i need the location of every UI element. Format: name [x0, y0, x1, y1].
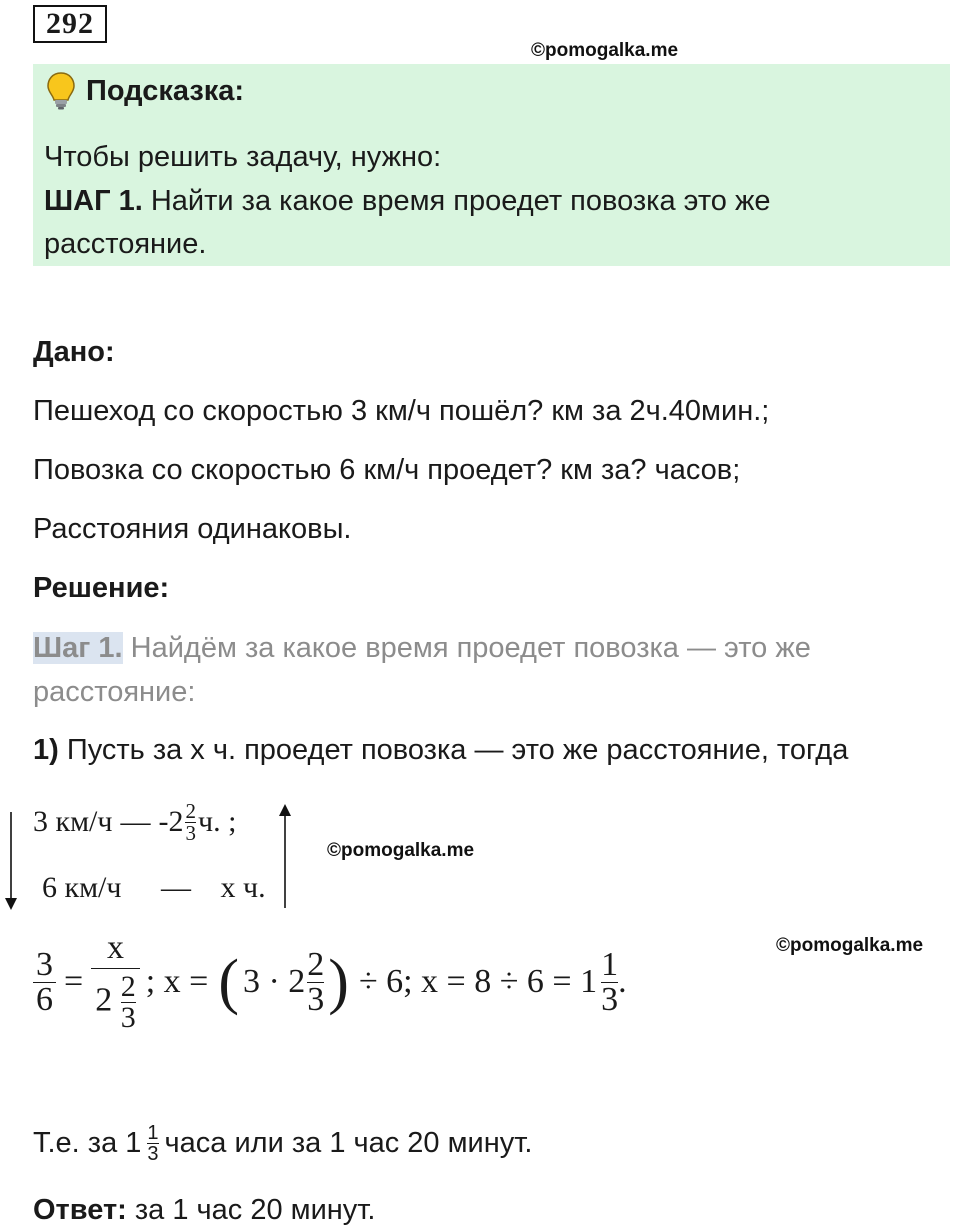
- separator: ; x =: [145, 963, 209, 1000]
- solution-heading: Решение:: [33, 572, 170, 604]
- proportion-row-1: [33, 792, 236, 852]
- answer-label: Ответ:: [33, 1194, 127, 1226]
- watermark: ©pomogalka.me: [776, 935, 924, 956]
- hint-step-label: ШАГ 1.: [44, 185, 143, 217]
- item-text: Пусть за х ч. проедет повозка — это же расстояние, тогда: [66, 734, 849, 766]
- result-frac-num: 1: [601, 945, 619, 983]
- row2-speed: 6 км/ч: [42, 871, 122, 904]
- lightbulb-icon: [45, 71, 77, 111]
- f2-den-num: 2: [120, 970, 136, 1003]
- multiplication: 3 · 2: [242, 963, 306, 1000]
- given-heading: Дано:: [33, 336, 115, 368]
- mult-fraction: [307, 945, 325, 1018]
- f1-num: 3: [36, 945, 53, 983]
- conclusion-suffix: часа или за 1 час 20 минут.: [164, 1127, 533, 1159]
- conclusion-fraction: [147, 1123, 158, 1164]
- result-fraction: [601, 945, 619, 1018]
- conclusion-frac-num: 1: [147, 1121, 159, 1144]
- right-paren: ): [328, 948, 349, 1016]
- item-number: 1): [33, 734, 59, 766]
- equation-fraction-1: [33, 945, 56, 1018]
- row1-fraction: [185, 798, 196, 845]
- solution-step-text: Найдём за какое время проедет повозка — это же: [130, 632, 811, 664]
- result-frac-den: 3: [601, 980, 619, 1018]
- conclusion-frac-den: 3: [147, 1142, 159, 1165]
- proportion-row-2: [42, 870, 266, 906]
- conclusion-prefix: Т.е. за 1: [33, 1127, 142, 1159]
- conclusion-line: [33, 1112, 532, 1174]
- given-line-2: Повозка со скоростью 6 км/ч проедет? км за? часов;: [33, 454, 741, 486]
- row1-frac-den: 3: [185, 820, 196, 845]
- f1-den: 6: [33, 982, 56, 1017]
- row1-frac-num: 2: [185, 798, 196, 823]
- answer-text: за 1 час 20 минут.: [134, 1194, 376, 1226]
- answer-line: [33, 1193, 375, 1227]
- row2-dash: —: [160, 871, 191, 904]
- equation-end: .: [618, 963, 627, 1000]
- given-line-1: Пешеход со скоростью 3 км/ч пошёл? км за 2ч.40мин.;: [33, 395, 770, 427]
- row1-speed: 3 км/ч: [33, 805, 113, 838]
- watermark: ©pomogalka.me: [531, 40, 679, 61]
- hint-step-line: [44, 184, 771, 218]
- row1-dash: —: [120, 805, 151, 838]
- given-line-3: Расстояния одинаковы.: [33, 513, 352, 545]
- row1-unit: ч. ;: [197, 805, 237, 838]
- equation-line: [33, 922, 627, 1042]
- row2-time: х ч.: [220, 871, 266, 904]
- solution-step-label: Шаг 1.: [33, 632, 123, 664]
- solution-step-line: [33, 631, 811, 665]
- hint-step-text: Найти за какое время проедет повозка это же: [150, 185, 771, 217]
- solution-item-1: [33, 733, 848, 767]
- hint-intro: Чтобы решить задачу, нужно:: [44, 141, 442, 173]
- down-arrow-head: [5, 898, 17, 910]
- f2-den-den: 3: [120, 1001, 136, 1034]
- f2-den: [91, 968, 140, 1033]
- up-arrow-head: [279, 804, 291, 816]
- equals-sign: =: [64, 963, 84, 1000]
- hint-title: Подсказка:: [86, 75, 245, 107]
- problem-number: 292: [33, 5, 107, 43]
- f2-den-fraction: [121, 972, 136, 1033]
- row1-whole: -2: [158, 805, 184, 838]
- f2-den-whole: 2: [95, 981, 113, 1019]
- left-paren: (: [218, 948, 239, 1016]
- watermark: ©pomogalka.me: [327, 840, 475, 861]
- equation-rest: ÷ 6; x = 8 ÷ 6 = 1: [358, 963, 598, 1000]
- mult-frac-num: 2: [307, 945, 325, 983]
- f2-num: x: [106, 929, 124, 966]
- mult-frac-den: 3: [307, 980, 325, 1018]
- hint-step-text-cont: расстояние.: [44, 228, 207, 260]
- solution-step-text-cont: расстояние:: [33, 676, 196, 708]
- equation-fraction-2: [91, 931, 140, 1033]
